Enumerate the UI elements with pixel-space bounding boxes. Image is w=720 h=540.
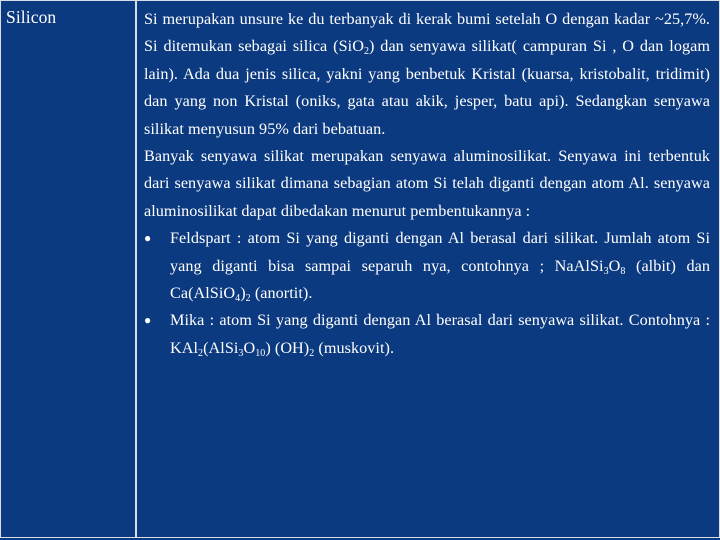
bullet-icon: ● (144, 231, 152, 246)
paragraph-intro: Si merupakan unsure ke du terbanyak di kerak bumi setelah O dengan kadar ~25,7%. Si ditemukan sebagai silica (SiO$_2$) dan senyawa silikat( campuran Si , O dan logam lain). Ada dua jenis silica, yakni yang benbetuk Kristal (kuarsa, kristobalit, tridimit) dan yang non Kristal (oniks, gata atau akik, jesper, batu api). Sedangkan senyawa silikat menyusun 95% dari bebatuan. (144, 10, 710, 138)
aluminosilicate-list (144, 225, 710, 362)
list-item-mika: ● Mika : atom Si yang diganti dengan Al berasal dari senyawa silikat. Contohnya : $KAl_2(AlSi_3O_{10})$ $(OH)_2$ (muskovit). (144, 307, 710, 362)
paragraph-aluminosilicate: Banyak senyawa silikat merupakan senyawa aluminosilikat. Senyawa ini terbentuk dari senyawa silikat dimana sebagian atom Si telah diganti dengan atom Al. senyawa aluminosilikat dapat dibedakan menurut pembentukannya : (144, 147, 710, 220)
label-cell (0, 0, 137, 538)
bullet-icon: ● (144, 313, 152, 328)
row-label: Silicon (6, 7, 57, 27)
list-item-feldspart: ● Feldspart : atom Si yang diganti dengan Al berasal dari silikat. Jumlah atom Si yang diganti bisa sampai separuh nya, contohnya ; $NaAlSi_3O_8$ (albit) dan $Ca(AlSiO_4)_2$ (anortit). (144, 225, 710, 307)
description-cell (137, 0, 720, 538)
description-text (144, 6, 710, 362)
